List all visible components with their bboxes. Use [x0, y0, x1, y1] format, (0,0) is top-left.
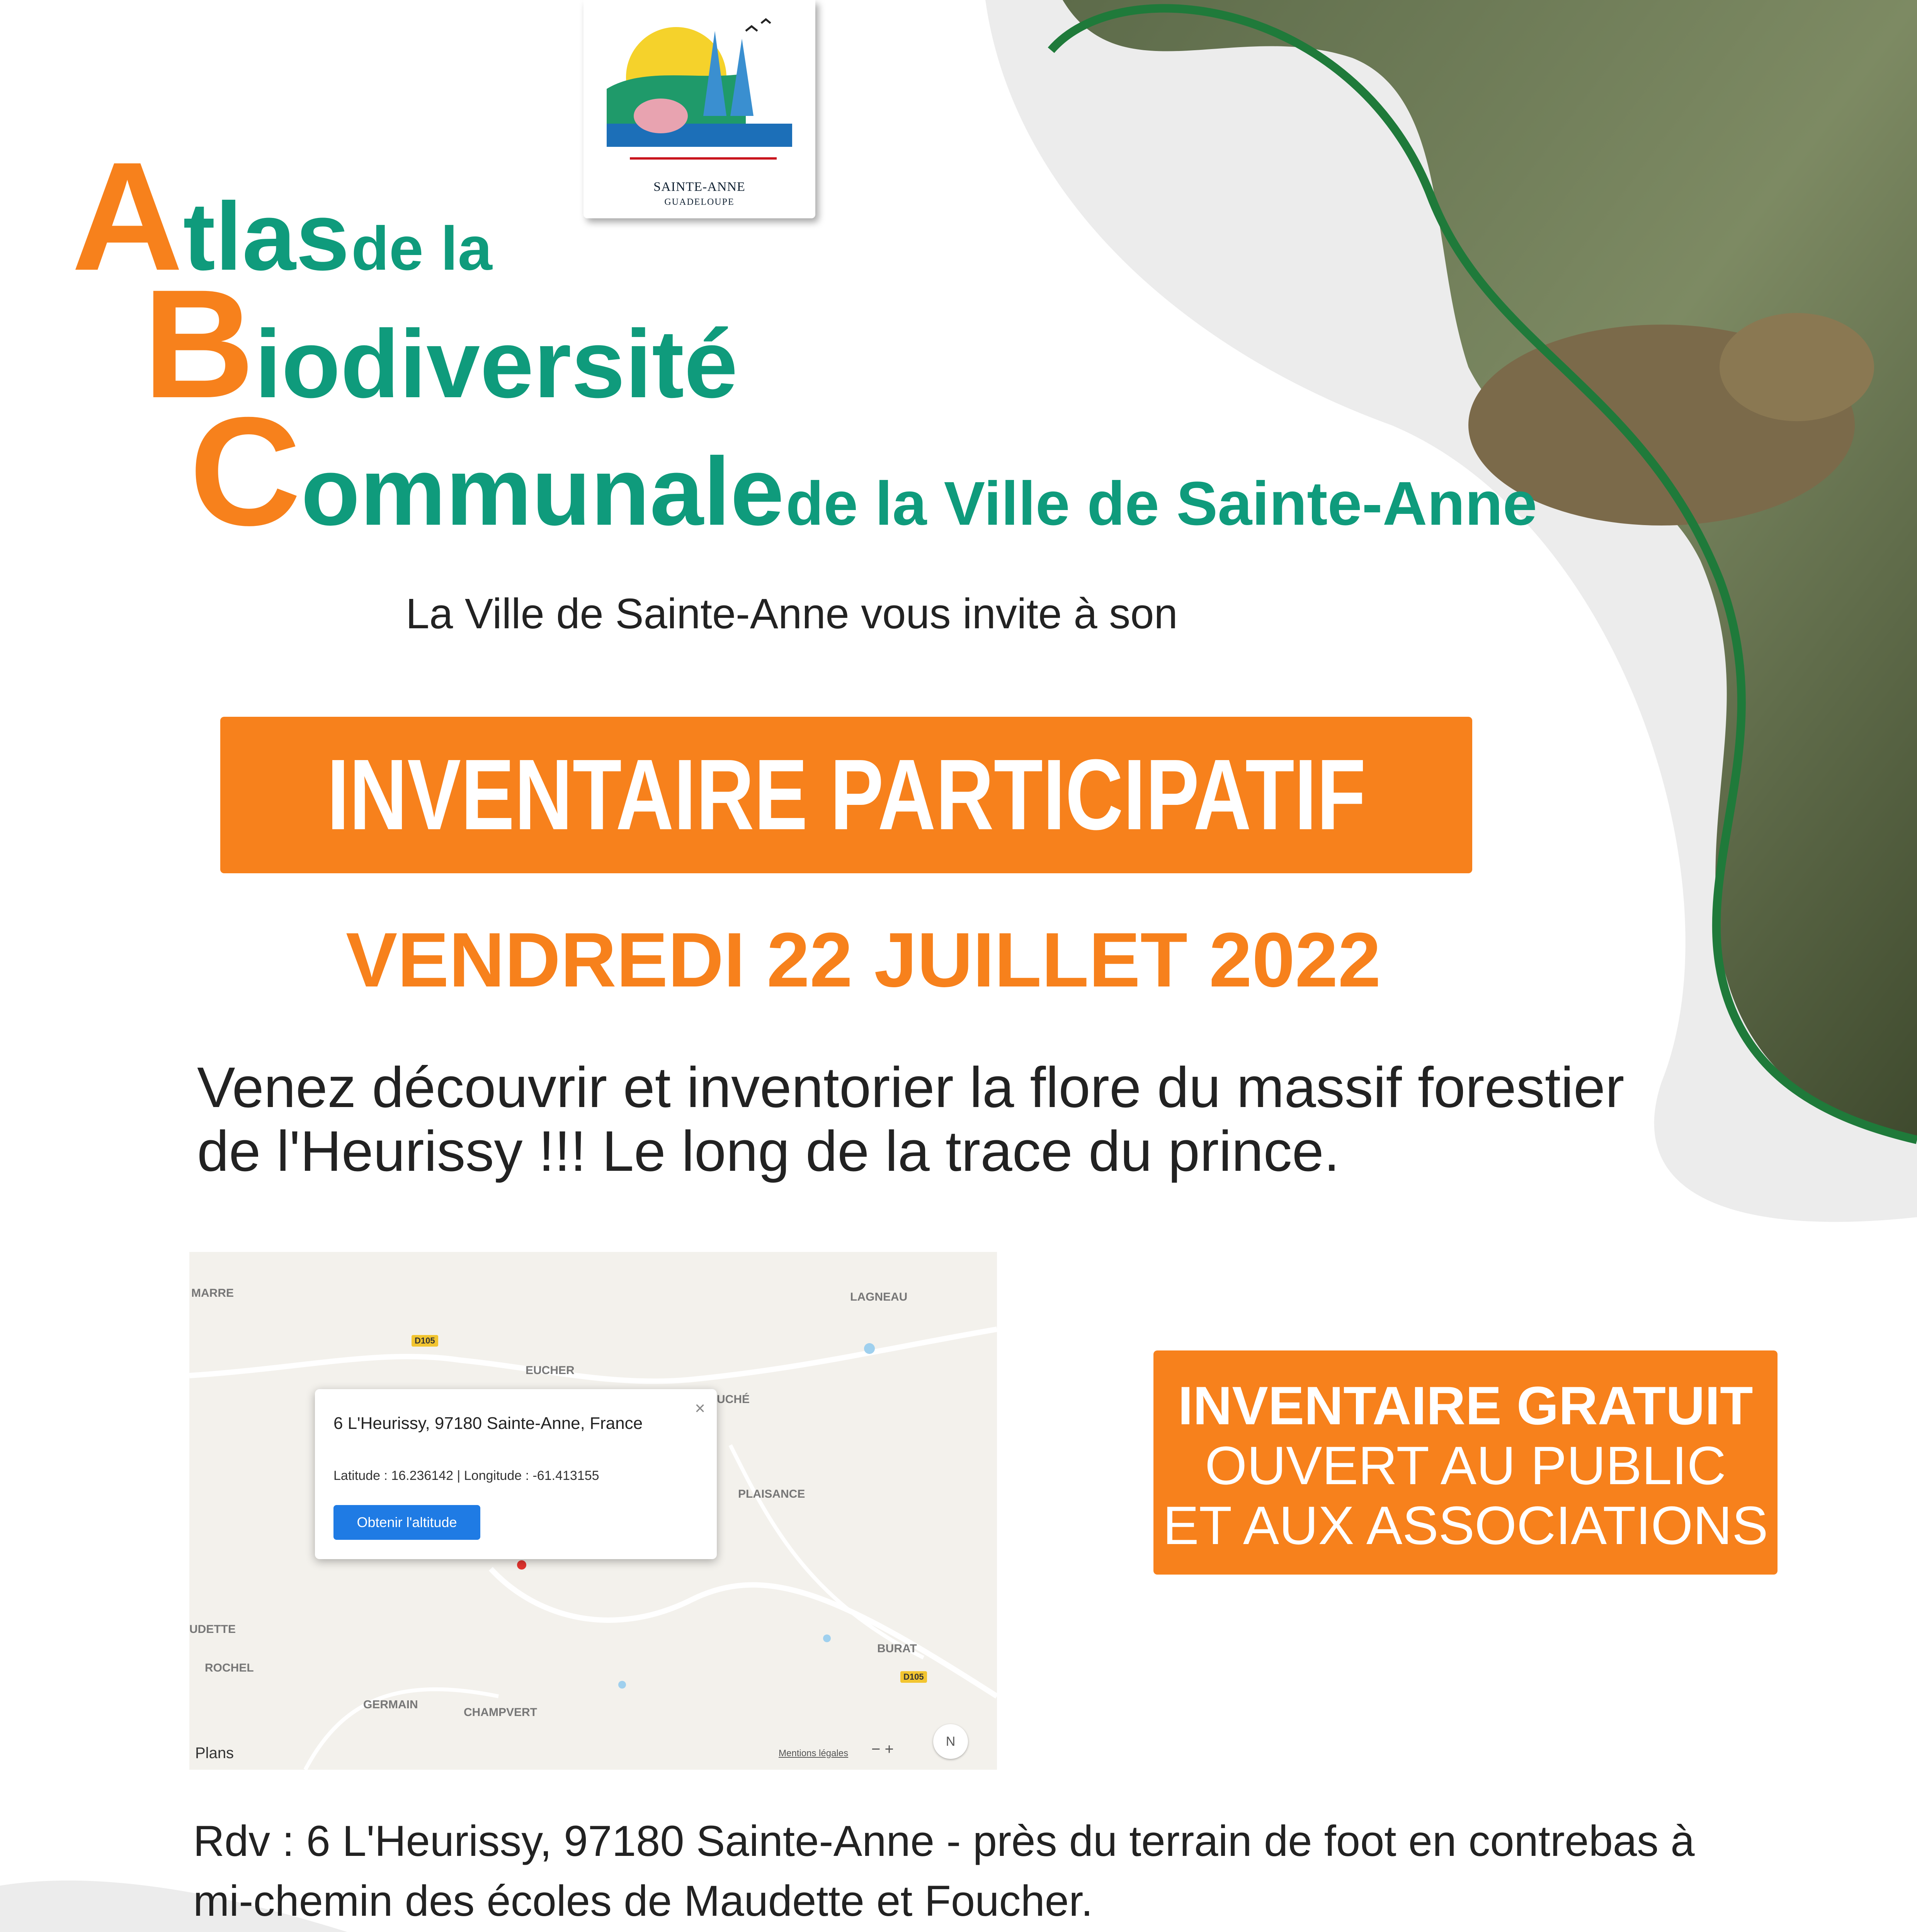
- map-label: UDETTE: [189, 1623, 236, 1636]
- title-letter-c: C: [189, 385, 301, 558]
- free-line-3: ET AUX ASSOCIATIONS: [1163, 1495, 1768, 1556]
- event-banner: [220, 717, 1472, 873]
- banner-text: INVENTAIRE PARTICIPATIF: [327, 739, 1366, 851]
- title-de-la: de la: [351, 214, 492, 283]
- map-label: ROCHEL: [205, 1662, 254, 1674]
- title-word-atlas: tlas: [183, 182, 350, 290]
- map-label: UCHÉ: [717, 1393, 750, 1406]
- map-label: LAGNEAU: [850, 1291, 908, 1303]
- map-label: EUCHER: [526, 1364, 575, 1377]
- map-label: BURAT: [877, 1642, 917, 1655]
- popup-coordinates: Latitude : 16.236142 | Longitude : -61.413155: [333, 1468, 599, 1483]
- logo-art: [583, 0, 815, 178]
- popup-address: 6 L'Heurissy, 97180 Sainte-Anne, France: [333, 1414, 643, 1433]
- rdv-line-1: Rdv : 6 L'Heurissy, 97180 Sainte-Anne - près du terrain de foot en contrebas à: [193, 1817, 1695, 1865]
- logo-subcaption: GUADELOUPE: [664, 197, 735, 207]
- title-word-communale: ommunale: [301, 437, 784, 545]
- free-inventory-box: [1153, 1350, 1778, 1575]
- map-label: CHAMPVERT: [464, 1706, 538, 1719]
- title-word-biodiversite: iodiversité: [254, 310, 738, 418]
- map-label: MARRE: [191, 1287, 234, 1299]
- plans-attribution: Plans: [195, 1745, 234, 1762]
- map-label: PLAISANCE: [738, 1488, 805, 1500]
- map-popup: [315, 1389, 717, 1559]
- title-city: de la Ville de Sainte-Anne: [786, 469, 1537, 538]
- description-line-1: Venez découvrir et inventorier la flore du massif forestier: [197, 1056, 1624, 1119]
- event-date: VENDREDI 22 JUILLET 2022: [346, 917, 1381, 1003]
- road-badge: D105: [412, 1335, 438, 1347]
- invite-text: La Ville de Sainte-Anne vous invite à son: [406, 590, 1178, 638]
- description-line-2: de l'Heurissy !!! Le long de la trace du prince.: [197, 1119, 1340, 1183]
- close-icon[interactable]: ×: [695, 1398, 705, 1418]
- rdv-line-2: mi-chemin des écoles de Maudette et Foucher.: [193, 1877, 1093, 1925]
- get-altitude-button[interactable]: Obtenir l'altitude: [333, 1505, 480, 1540]
- logo-caption: SAINTE-ANNE: [653, 180, 745, 194]
- free-line-1: INVENTAIRE GRATUIT: [1178, 1375, 1753, 1436]
- location-map: [189, 1252, 997, 1770]
- free-line-2: OUVERT AU PUBLIC: [1205, 1435, 1726, 1496]
- map-label: GERMAIN: [363, 1698, 418, 1711]
- title-letter-a: A: [71, 130, 183, 303]
- title-letter-b: B: [143, 257, 255, 430]
- legal-mentions-link[interactable]: Mentions légales: [779, 1748, 849, 1759]
- zoom-controls[interactable]: − +: [871, 1741, 894, 1758]
- road-badge: D105: [900, 1671, 927, 1683]
- title-line-3: [189, 383, 1537, 560]
- sainte-anne-logo: [583, 0, 815, 218]
- compass-icon[interactable]: N: [933, 1724, 968, 1759]
- location-pin: [517, 1560, 526, 1570]
